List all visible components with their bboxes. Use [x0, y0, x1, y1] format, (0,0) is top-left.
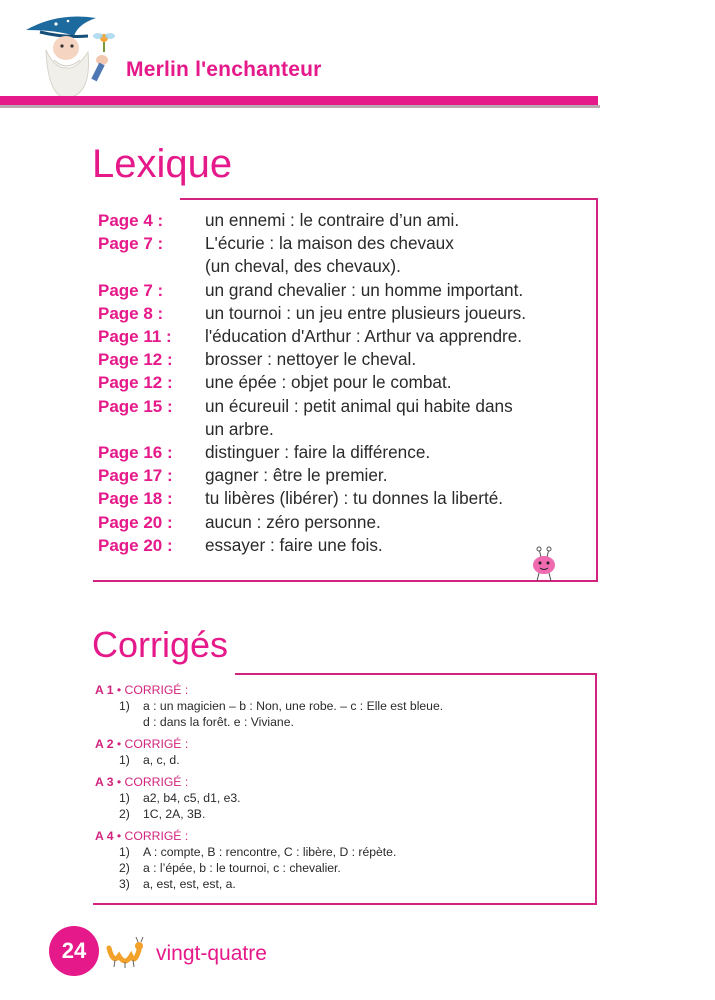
corrige-id: A 3 — [95, 775, 114, 789]
lexique-entry — [98, 232, 598, 255]
lexique-page-ref: Page 7 : — [98, 280, 164, 300]
lexique-page-ref: Page 7 : — [98, 234, 164, 254]
lexique-definition: un grand chevalier : un homme important. — [205, 279, 524, 300]
lexique-entry — [98, 348, 598, 371]
lexique-page-ref: Page 18 : — [98, 489, 173, 509]
lexique-page-ref: Page 15 : — [98, 396, 173, 416]
corrige-item-text: a : l’épée, b : le tournoi, c : chevalier. — [143, 861, 341, 875]
lexique-entry — [98, 464, 598, 487]
corrige-item — [95, 876, 595, 892]
corrige-heading — [95, 682, 595, 698]
lexique-entry — [98, 418, 598, 441]
lexique-definition: un arbre. — [205, 418, 274, 439]
lexique-box-bottom — [93, 580, 598, 582]
lexique-box-top — [180, 198, 598, 200]
corrige-item-number: 1) — [119, 845, 130, 859]
lexique-entry — [98, 209, 598, 232]
corrige-label: • CORRIGÉ : — [116, 829, 189, 843]
corrige-item-number: 3) — [119, 877, 130, 891]
lexique-entry — [98, 395, 598, 418]
page-number-words: vingt-quatre — [156, 942, 267, 965]
lexique-entry — [98, 255, 598, 278]
corrige-item-number: 1) — [119, 753, 130, 767]
corrige-heading — [95, 828, 595, 844]
lexique-entry — [98, 325, 598, 348]
corrige-item-number: 1) — [119, 699, 130, 713]
lexique-page-ref — [98, 418, 205, 441]
corriges-box-right — [595, 673, 597, 905]
corrige-label: • CORRIGÉ : — [116, 683, 189, 697]
lexique-definition: un tournoi : un jeu entre plusieurs joueurs. — [205, 302, 527, 323]
corrige-item-text: A : compte, B : rencontre, C : libère, D : répète. — [143, 845, 397, 859]
page-number-badge: 24 — [49, 926, 99, 976]
corriges-box-top — [235, 673, 597, 675]
corrige-item-text: a2, b4, c5, d1, e3. — [143, 791, 241, 805]
corrige-item-number: 1) — [119, 791, 130, 805]
lexique-entry — [98, 302, 598, 325]
lexique-definition: tu libères (libérer) : tu donnes la liberté. — [205, 488, 504, 509]
corrige-item-text: 1C, 2A, 3B. — [143, 807, 206, 821]
lexique-definition: L'écurie : la maison des chevaux — [205, 233, 454, 254]
lexique-list — [98, 209, 598, 557]
header-bar-shadow — [0, 105, 600, 108]
lexique-entry — [98, 371, 598, 394]
header-bar — [0, 96, 598, 105]
corrige-id: A 2 — [95, 737, 114, 751]
lexique-page-ref: Page 20 : — [98, 535, 173, 555]
lexique-definition: un ennemi : le contraire d’un ami. — [205, 210, 460, 230]
corrige-item-text: a : un magicien – b : Non, une robe. – c : Elle est bleue. — [143, 699, 444, 713]
corrige-item-number: 2) — [119, 807, 130, 821]
corrige-item — [95, 790, 595, 806]
lexique-page-ref: Page 16 : — [98, 443, 173, 463]
lexique-entry — [98, 534, 598, 557]
lexique-page-ref: Page 20 : — [98, 512, 173, 532]
lexique-definition: gagner : être le premier. — [205, 465, 388, 486]
lexique-page-ref: Page 12 : — [98, 350, 173, 370]
corrige-item-text: a, est, est, est, a. — [143, 877, 236, 891]
corrige-item — [95, 806, 595, 822]
lexique-entry — [98, 487, 598, 510]
header-title: Merlin l'enchanteur — [126, 58, 322, 81]
lexique-definition: un écureuil : petit animal qui habite dans — [205, 395, 513, 416]
corriges-list — [95, 682, 595, 892]
corrige-label: • CORRIGÉ : — [116, 737, 189, 751]
corrige-heading — [95, 736, 595, 752]
lexique-entry — [98, 511, 598, 534]
lexique-definition: distinguer : faire la différence. — [205, 442, 431, 463]
lexique-definition: (un cheval, des chevaux). — [205, 256, 401, 277]
lexique-definition: aucun : zéro personne. — [205, 511, 381, 532]
wizard-illustration — [18, 8, 128, 100]
lexique-page-ref: Page 11 : — [98, 327, 172, 347]
lexique-page-ref — [98, 255, 205, 278]
corriges-title: Corrigés — [92, 624, 229, 665]
lexique-page-ref: Page 4 : — [98, 211, 164, 230]
lexique-definition: essayer : faire une fois. — [205, 534, 383, 555]
lexique-page-ref: Page 12 : — [98, 373, 173, 393]
corrige-item-number: 2) — [119, 861, 130, 875]
corriges-box-bottom — [93, 903, 597, 905]
lexique-entry — [98, 279, 598, 302]
lexique-definition: une épée : objet pour le combat. — [205, 372, 452, 393]
corrige-item-continuation: d : dans la forêt. e : Viviane. — [143, 715, 294, 729]
lexique-page-ref: Page 17 : — [98, 466, 173, 486]
corrige-item — [95, 752, 595, 768]
lexique-entry — [98, 441, 598, 464]
lexique-definition: brosser : nettoyer le cheval. — [205, 349, 417, 370]
lexique-title: Lexique — [92, 142, 233, 186]
corrige-heading — [95, 774, 595, 790]
monster-icon — [529, 545, 559, 583]
corrige-label: • CORRIGÉ : — [116, 775, 189, 789]
corrige-item — [95, 844, 595, 860]
corrige-id: A 4 — [95, 829, 114, 843]
lexique-page-ref: Page 8 : — [98, 303, 164, 323]
corrige-id: A 1 — [95, 683, 114, 697]
lexique-definition: l'éducation d'Arthur : Arthur va apprendre. — [205, 326, 523, 347]
corrige-item — [95, 698, 595, 714]
corrige-item-text: a, c, d. — [143, 753, 180, 767]
corrige-item — [95, 860, 595, 876]
worm-icon — [105, 934, 145, 970]
